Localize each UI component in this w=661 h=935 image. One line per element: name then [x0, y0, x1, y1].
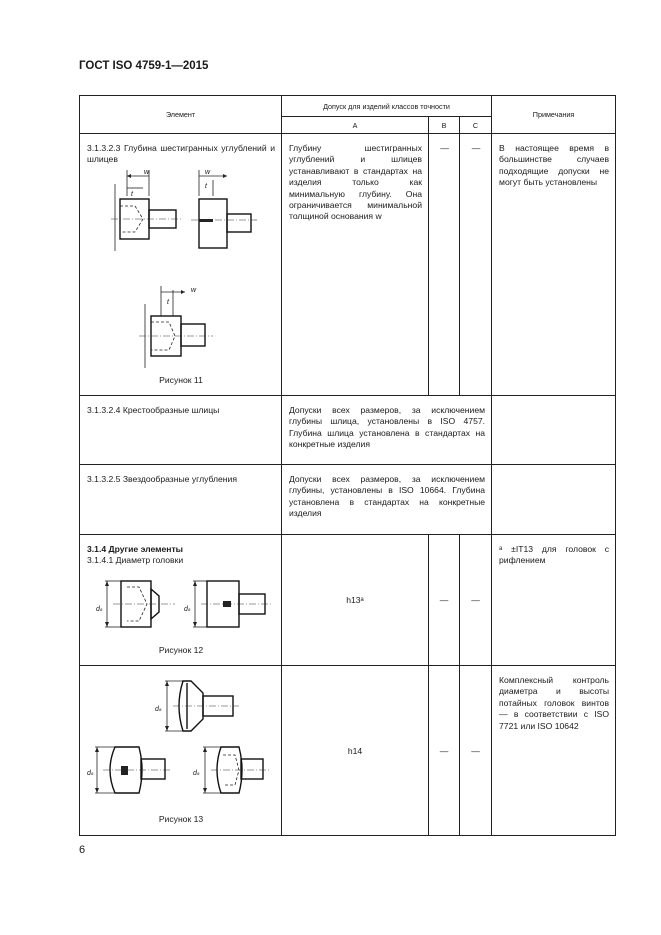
figure-11-drawing [87, 166, 273, 371]
figure-12-drawing [87, 567, 273, 641]
tolerance-b-cell: — [429, 535, 460, 666]
header-tolerance: Допуск для изделий классов точности [282, 96, 492, 117]
header-notes: Примечания [492, 96, 616, 134]
fig13-label-dk3: dₖ [193, 770, 200, 777]
tolerance-a-cell: h13ᵃ [282, 535, 429, 666]
table-row [80, 396, 616, 465]
fig11-label-w3: w [191, 286, 197, 294]
fig13-label-dk2: dₖ [87, 770, 94, 777]
element-cell [80, 535, 282, 666]
fig11-label-t3: t [167, 298, 169, 306]
header-class-b: B [429, 117, 460, 134]
table-row [80, 666, 616, 836]
element-text: 3.1.4.1 Диаметр головки [87, 555, 184, 566]
element-cell: 3.1.3.2.4 Крестообразные шлицы [80, 396, 282, 465]
fig11-label-w: w [144, 168, 150, 176]
element-cell [80, 134, 282, 396]
figure-13-drawing [87, 675, 273, 810]
header-element: Элемент [80, 96, 282, 134]
notes-cell: В настоящее время в большинстве случаев подходящие допуски не могут быть установлены [492, 134, 616, 396]
fig12-label-dk: dₖ [96, 605, 103, 613]
notes-cell [492, 465, 616, 535]
fig13-label-dk: dₖ [155, 706, 162, 713]
tolerance-c-cell: — [460, 134, 492, 396]
fig11-label-t2: t [205, 182, 207, 190]
tolerance-merged-cell: Допуски всех размеров, за исключением глубины шлица, установлены в ISO 4757. Глубина шлица установлена в стандартах на конкретные изделия [282, 396, 492, 465]
notes-cell: ᵃ ±IT13 для головок с рифлением [492, 535, 616, 666]
table-row [80, 465, 616, 535]
tolerance-c-cell: — [460, 666, 492, 836]
tolerance-c-cell: — [460, 535, 492, 666]
fig11-label-w2: w [205, 168, 211, 176]
fig11-label-t: t [131, 190, 133, 198]
tolerance-b-cell: — [429, 134, 460, 396]
page-number: 6 [79, 844, 86, 856]
tolerance-a-cell: Глубину шестигранных углублений и шлицев устанавливают в стандартах на изделия только как минимальную глубину. Она ограничивается минимальной толщиной основания w [282, 134, 429, 396]
notes-cell [492, 396, 616, 465]
header-class-c: C [460, 117, 492, 134]
element-cell: 3.1.3.2.5 Звездообразные углубления [80, 465, 282, 535]
figure-13-caption: Рисунок 13 [158, 814, 204, 824]
document-header: ГОСТ ISO 4759-1—2015 [79, 60, 209, 72]
notes-cell: Комплексный контроль диаметра и высоты потайных головок винтов — в соответствии с ISO 7721 или ISO 10642 [492, 666, 616, 836]
header-class-a: A [282, 117, 429, 134]
element-text: 3.1.3.2.3 Глубина шестигранных углублений и шлицев [87, 143, 275, 165]
tolerance-merged-cell: Допуски всех размеров, за исключением глубины, установлены в ISO 10664. Глубина установлена в стандартах на конкретные изделия [282, 465, 492, 535]
table-row [80, 535, 616, 666]
tolerance-a-cell: h14 [282, 666, 429, 836]
figure-11-caption: Рисунок 11 [159, 374, 203, 385]
element-cell [80, 666, 282, 836]
section-title: 3.1.4 Другие элементы [87, 544, 183, 554]
fig12-label-dk2: dₖ [184, 605, 191, 613]
tolerance-b-cell: — [429, 666, 460, 836]
table-row [80, 134, 616, 396]
tolerance-table [79, 95, 616, 836]
figure-12-caption: Рисунок 12 [158, 644, 204, 655]
